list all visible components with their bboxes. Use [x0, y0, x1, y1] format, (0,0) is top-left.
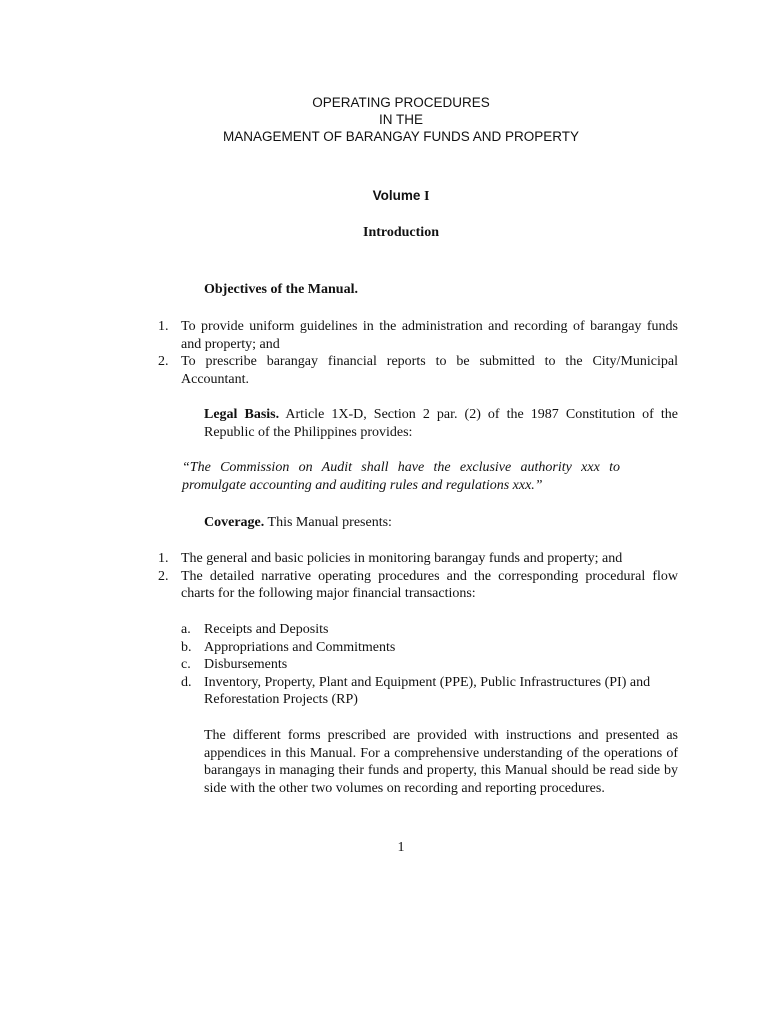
list-item [181, 674, 681, 709]
title-line: IN THE [378, 112, 423, 127]
list-number: 2. [158, 568, 169, 584]
list-text: To provide uniform guidelines in the administration and recording of barangay funds and property; and [181, 319, 678, 352]
section-title: Introduction [363, 225, 439, 240]
list-text: To prescribe barangay financial reports to be submitted to the City/Municipal Accountant. [181, 354, 678, 387]
list-letter: d. [181, 674, 192, 690]
list-item [158, 318, 678, 353]
list-letter: c. [181, 657, 191, 672]
list-item [181, 639, 681, 657]
list-text: Disbursements [204, 657, 288, 672]
objectives-list [158, 318, 678, 388]
title-line: MANAGEMENT OF BARANGAY FUNDS AND PROPERTY [222, 129, 580, 144]
list-number: 1. [158, 319, 169, 334]
list-letter: b. [181, 639, 192, 655]
list-item [158, 568, 678, 603]
list-text: Inventory, Property, Plant and Equipment (PPE), Public Infrastructures (PI) and Reforestation Projects (RP) [204, 674, 651, 707]
list-number: 1. [158, 551, 169, 566]
page-number: 1 [397, 840, 405, 855]
volume-heading [0, 188, 768, 204]
list-letter: a. [181, 622, 191, 637]
list-text: Appropriations and Commitments [204, 639, 396, 655]
volume-number: I [424, 188, 430, 203]
coverage-label: Coverage. [204, 515, 265, 530]
legal-basis-paragraph [204, 406, 678, 441]
coverage-text: This Manual presents: [264, 515, 392, 530]
list-number: 2. [158, 354, 169, 369]
list-item [158, 353, 678, 388]
list-text: Receipts and Deposits [204, 622, 329, 637]
list-item [181, 656, 681, 674]
legal-basis-label: Legal Basis. [204, 407, 280, 422]
legal-basis-text: Article 1X-D, Section 2 par. (2) of the 1987 Constitution of the Republic of the Philippines provides: [204, 407, 678, 440]
objectives-heading: Objectives of the Manual. [204, 282, 358, 297]
list-item [181, 621, 681, 639]
document-title [0, 94, 768, 145]
closing-paragraph: The different forms prescribed are provided with instructions and presented as appendices in this Manual. For a comprehensive understanding of the operations of barangays in managing their funds and property, this Manual should be read side by side with the other two volumes on recording and reporting procedures. [204, 728, 678, 796]
constitution-quote: “The Commission on Audit shall have the exclusive authority xxx to promulgate accounting and auditing rules and regulations xxx.” [182, 460, 620, 493]
volume-label: Volume [372, 188, 421, 203]
list-text: The general and basic policies in monitoring barangay funds and property; and [181, 551, 623, 566]
coverage-list [158, 550, 678, 603]
title-line: OPERATING PROCEDURES [312, 95, 490, 110]
list-text: The detailed narrative operating procedures and the corresponding procedural flow charts for the following major financial transactions: [181, 568, 678, 601]
list-item [158, 550, 678, 568]
transaction-list [181, 621, 681, 709]
coverage-paragraph [204, 514, 678, 532]
